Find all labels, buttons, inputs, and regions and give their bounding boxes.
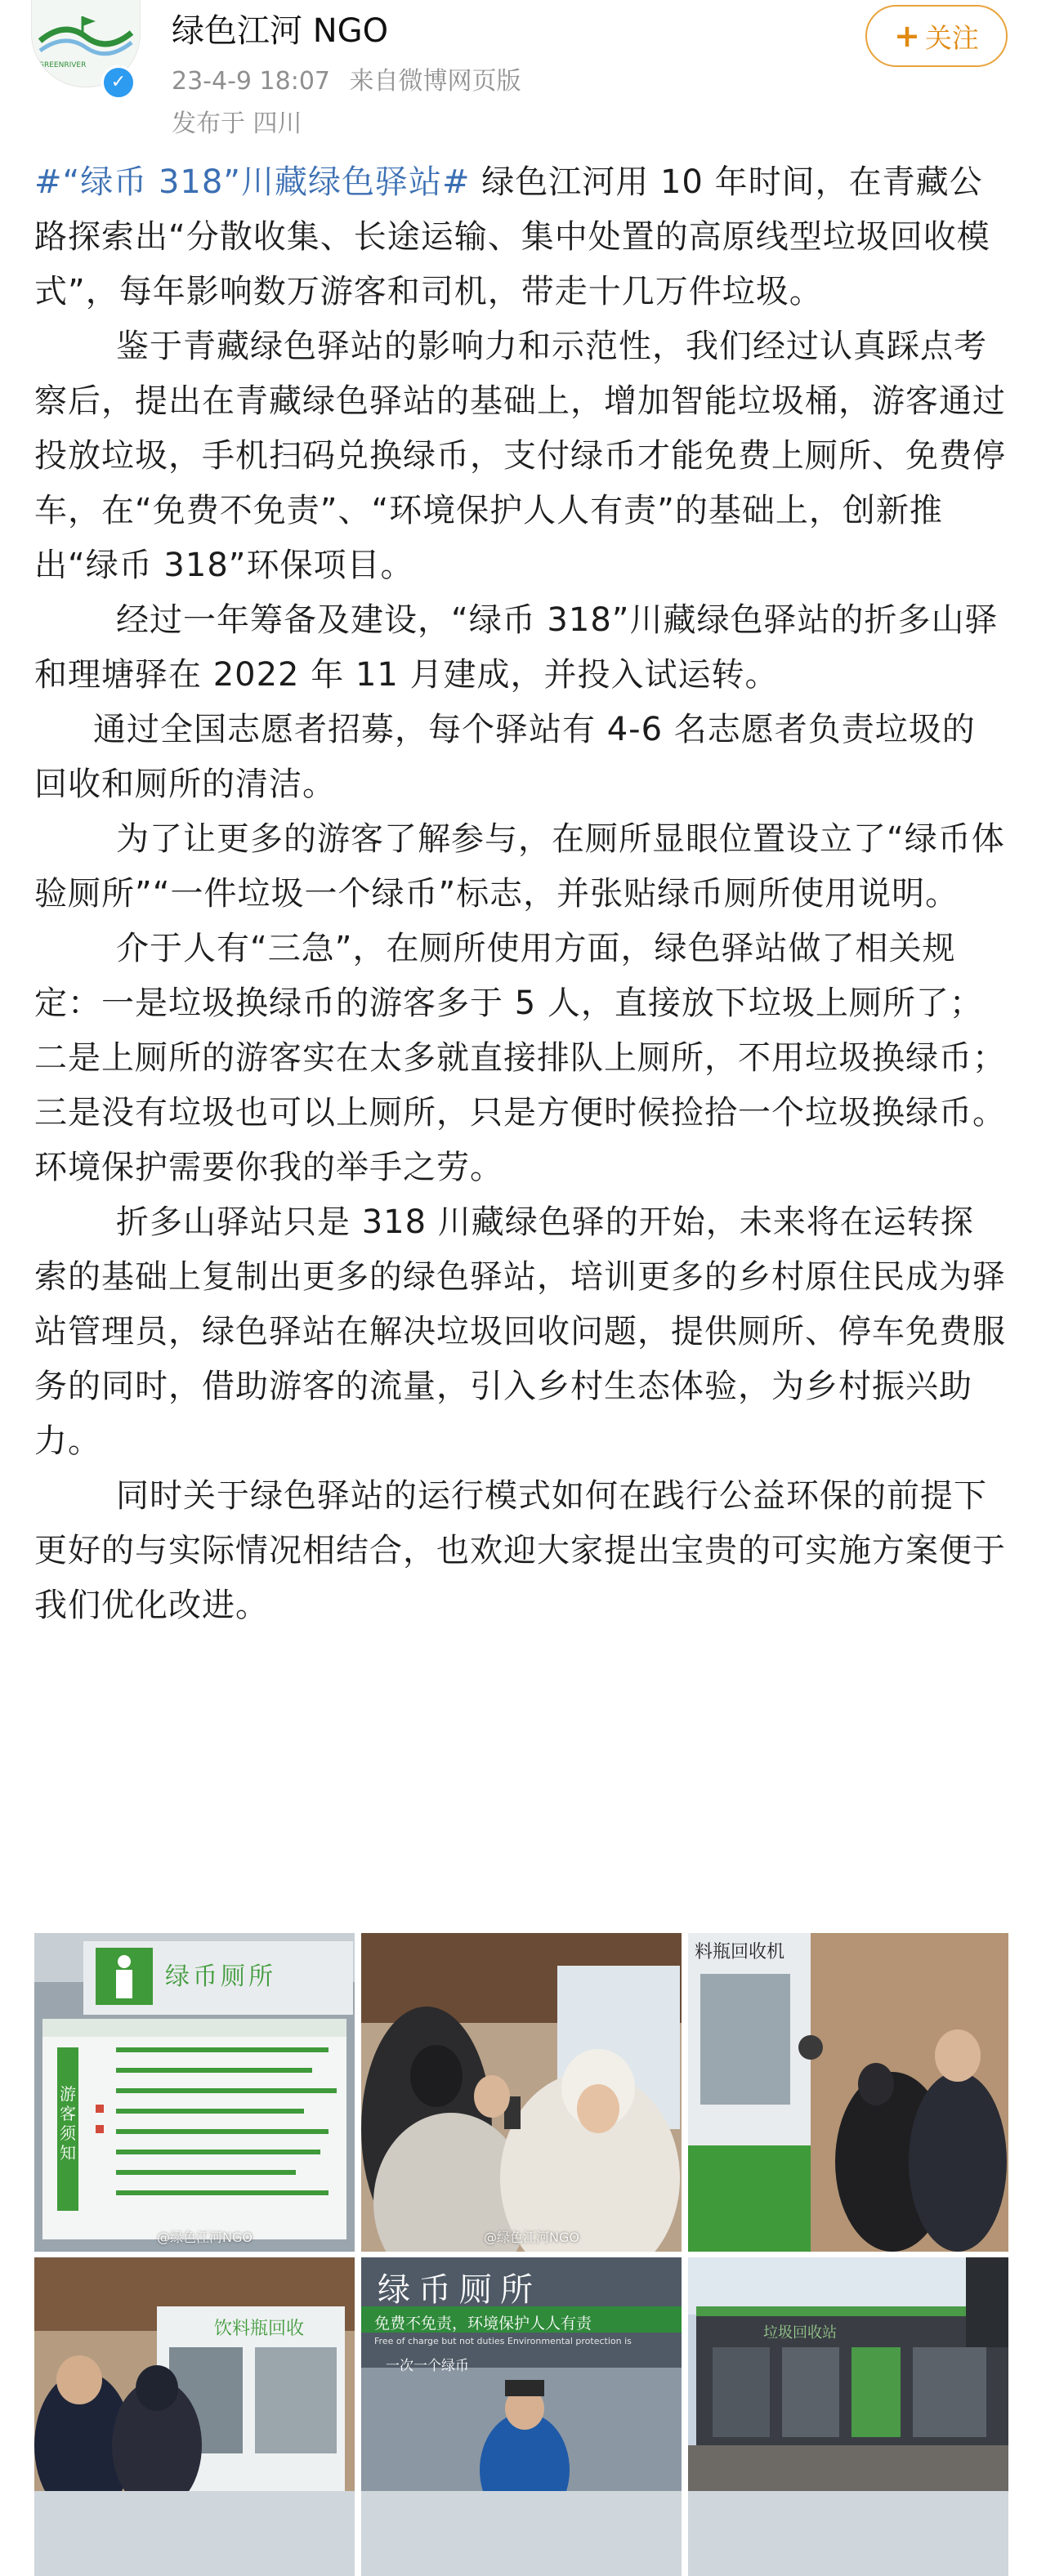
post-timestamp: 23-4-9 18:07 xyxy=(172,67,330,96)
photo-2[interactable] xyxy=(361,1933,682,2252)
post-location: 发布于 四川 xyxy=(172,109,302,138)
plus-icon: + xyxy=(894,18,920,54)
photo-4[interactable] xyxy=(34,2257,355,2576)
photo-5[interactable] xyxy=(361,2257,682,2576)
paragraph-4: 通过全国志愿者招募，每个驿站有 4-6 名志愿者负责垃圾的回收和厕所的清洁。 xyxy=(34,711,976,803)
sign-banner-text: 免费不免责，环境保护人人有责 xyxy=(374,2315,592,2333)
paragraph-3: 经过一年筹备及建设，“绿币 318”川藏绿色驿站的折多山驿和理塘驿在 2022 年 11 月建成，并投入试运转。 xyxy=(34,601,999,694)
photo-3[interactable] xyxy=(688,1933,1008,2252)
user-name[interactable]: 绿色江河 NGO xyxy=(172,12,389,50)
sign-small-text: 一次一个绿币 xyxy=(386,2358,469,2374)
hashtag-link[interactable]: #“绿币 318”川藏绿色驿站# xyxy=(34,163,471,201)
machine-label: 料瓶回收机 xyxy=(695,1942,785,1962)
post-header xyxy=(0,0,1037,151)
verified-badge-icon: ✓ xyxy=(101,65,136,100)
photo-6[interactable] xyxy=(688,2257,1008,2576)
paragraph-6: 介于人有“三急”，在厕所使用方面，绿色驿站做了相关规定：一是垃圾换绿币的游客多于 5 人，直接放下垃圾上厕所了；二是上厕所的游客实在太多就直接排队上厕所，不用垃圾换绿币；三是没有垃圾也可以上厕所，只是方便时候捡拾一个垃圾换绿币。环境保护需要你我的举手之劳。 xyxy=(34,930,1006,1186)
paragraph-5: 为了让更多的游客了解参与，在厕所显眼位置设立了“绿币体验厕所”“一件垃圾一个绿币”标志，并张贴绿币厕所使用说明。 xyxy=(34,820,1005,913)
paragraph-7: 折多山驿站只是 318 川藏绿色驿的开始，未来将在运转探索的基础上复制出更多的绿色驿站，培训更多的乡村原住民成为驿站管理员，绿色驿站在解决垃圾回收问题，提供厕所、停车免费服务的同时，借助游客的流量，引入乡村生态体验，为乡村振兴助力。 xyxy=(34,1203,1006,1460)
follow-label: 关注 xyxy=(924,21,979,54)
restroom-sign-text: 绿币厕所 xyxy=(378,2271,541,2309)
paragraph-1 xyxy=(34,155,1007,319)
post-source: 来自微博网页版 xyxy=(349,67,521,96)
notice-board-title: 游客须知 xyxy=(60,2084,76,2163)
photo-watermark: @绿色江河NGO xyxy=(157,2230,253,2245)
follow-button[interactable] xyxy=(865,5,1008,67)
photo-1[interactable] xyxy=(34,1933,355,2252)
post-content xyxy=(34,155,1007,1633)
photo-watermark: @绿色江河NGO xyxy=(484,2230,579,2245)
paragraph-8: 同时关于绿色驿站的运行模式如何在践行公益环保的前提下更好的与实际情况相结合，也欢迎大家提出宝贵的可实施方案便于我们优化改进。 xyxy=(34,1477,1006,1624)
machine-label: 饮料瓶回收 xyxy=(214,2319,305,2339)
post-meta xyxy=(172,60,521,96)
paragraph-1-text: 绿色江河用 10 年时间，在青藏公路探索出“分散收集、长途运输、集中处置的高原线型垃圾回收模式”，每年影响数万游客和司机，带走十几万件垃圾。 xyxy=(34,163,990,310)
station-sign-text: 垃圾回收站 xyxy=(763,2324,837,2342)
sign-banner-english: Free of charge but not duties Environmental protection is xyxy=(374,2336,632,2346)
avatar-logo-text: GREENRIVER xyxy=(38,61,87,69)
restroom-sign-text: 绿币厕所 xyxy=(165,1962,276,1991)
paragraph-2: 鉴于青藏绿色驿站的影响力和示范性，我们经过认真踩点考察后，提出在青藏绿色驿站的基础上，增加智能垃圾桶，游客通过投放垃圾，手机扫码兑换绿币，支付绿币才能免费上厕所、免费停车，在“免费不免责”、“环境保护人人有责”的基础上，创新推出“绿币 318”环保项目。 xyxy=(34,328,1006,584)
